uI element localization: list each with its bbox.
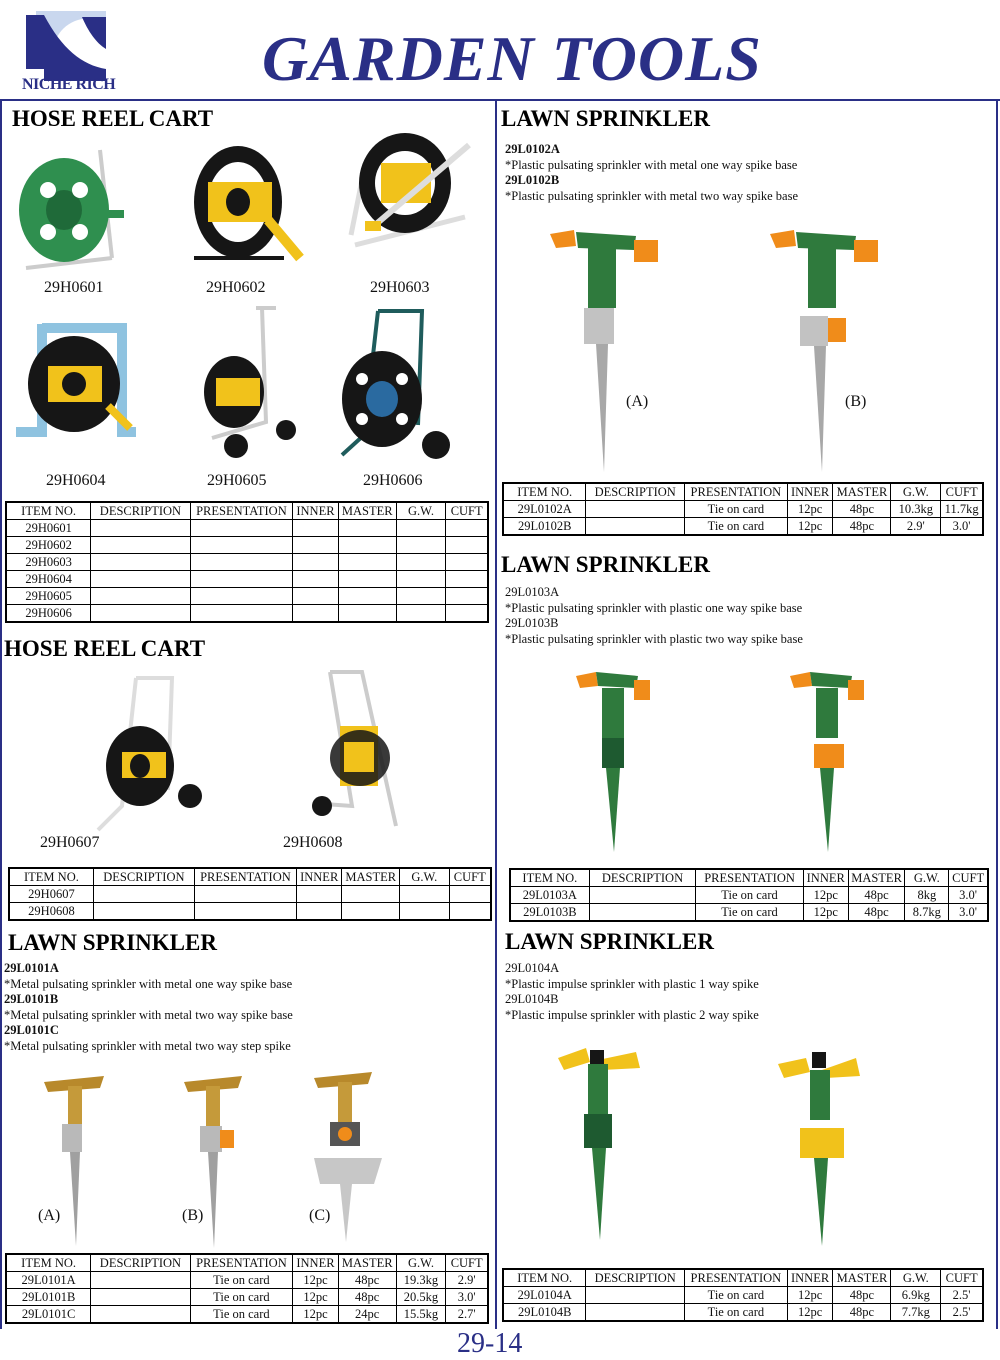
code-29l0104a: 29L0104A — [505, 961, 560, 975]
table-cell: 48pc — [833, 518, 891, 536]
table-cell — [91, 520, 190, 537]
sprinkler-101-description — [4, 961, 293, 1054]
col-inner: INNER — [787, 483, 833, 501]
table-cell: 12pc — [787, 518, 833, 536]
col-inner: INNER — [296, 868, 341, 886]
table-cell — [400, 886, 450, 903]
desc-29l0104a: *Plastic impulse sprinkler with plastic 1 way spike — [505, 976, 759, 991]
sprinkler-29l0104b-image — [776, 1048, 866, 1248]
top-rule — [0, 99, 1000, 101]
table-cell — [400, 903, 450, 921]
table-cell — [296, 903, 341, 921]
col-item-no: ITEM NO. — [510, 869, 589, 887]
table-cell — [338, 588, 396, 605]
desc-29l0103a: *Plastic pulsating sprinkler with plastic one way spike base — [505, 600, 803, 615]
table-cell — [93, 886, 194, 903]
table-cell: 29H0605 — [6, 588, 91, 605]
sprinkler-104-spec-table — [502, 1268, 984, 1322]
table-cell — [91, 537, 190, 554]
col-presentation: PRESENTATION — [190, 1254, 292, 1272]
col-inner: INNER — [803, 869, 848, 887]
table-cell: Tie on card — [685, 1287, 788, 1304]
col-description: DESCRIPTION — [93, 868, 194, 886]
table-cell: 8kg — [905, 887, 949, 904]
desc-29l0101a: *Metal pulsating sprinkler with metal one way spike base — [4, 976, 293, 991]
table-cell: 48pc — [833, 501, 891, 518]
table-row — [6, 588, 488, 605]
code-29l0104b: 29L0104B — [505, 992, 559, 1006]
table-cell — [586, 501, 685, 518]
table-cell — [91, 571, 190, 588]
table-cell: 15.5kg — [396, 1306, 446, 1324]
page-number: 29-14 — [457, 1328, 523, 1359]
table-cell — [396, 520, 446, 537]
code-29l0102b: 29L0102B — [505, 173, 560, 187]
table-cell: 12pc — [787, 501, 833, 518]
table-cell: Tie on card — [685, 1304, 788, 1322]
hose-reel-cart-title: HOSE REEL CART — [12, 106, 214, 131]
col-cuft: CUFT — [941, 483, 983, 501]
table-cell — [338, 605, 396, 623]
sprinkler-29l0102b-image — [766, 222, 886, 474]
caption-29h0605: 29H0605 — [207, 472, 267, 489]
lawn-sprinkler-101-title: LAWN SPRINKLER — [8, 930, 217, 955]
desc-29l0101c: *Metal pulsating sprinkler with metal two way step spike — [4, 1038, 291, 1053]
col-cuft: CUFT — [446, 502, 488, 520]
table-row — [6, 554, 488, 571]
table-cell: Tie on card — [190, 1306, 292, 1324]
sprinkler-29l0103b-image — [788, 666, 868, 854]
left-border — [0, 99, 2, 1329]
sprinkler-29l0104a-image — [556, 1042, 646, 1242]
caption-29h0604: 29H0604 — [46, 472, 106, 489]
table-cell: 29H0608 — [9, 903, 93, 921]
table-cell: 3.0' — [949, 904, 988, 922]
table-header-row — [6, 502, 488, 520]
table-cell: 12pc — [803, 904, 848, 922]
table-cell — [342, 886, 400, 903]
sprinkler-103-description — [505, 585, 803, 647]
code-29l0103b: 29L0103B — [505, 616, 559, 630]
col-cuft: CUFT — [446, 1254, 488, 1272]
desc-29l0103b: *Plastic pulsating sprinkler with plastic two way spike base — [505, 631, 803, 646]
code-29l0103a: 29L0103A — [505, 585, 560, 599]
table-cell: 24pc — [338, 1306, 396, 1324]
table-cell: 8.7kg — [905, 904, 949, 922]
table-cell — [338, 554, 396, 571]
col-master: MASTER — [833, 483, 891, 501]
table-cell — [396, 605, 446, 623]
center-divider — [495, 99, 497, 1329]
caption-29h0603: 29H0603 — [370, 279, 430, 296]
col-gw: G.W. — [396, 1254, 446, 1272]
table-cell: 29H0604 — [6, 571, 91, 588]
table-cell — [91, 554, 190, 571]
table-cell — [194, 903, 296, 921]
desc-29l0104b: *Plastic impulse sprinkler with plastic 2 way spike — [505, 1007, 759, 1022]
desc-29l0102b: *Plastic pulsating sprinkler with metal two way spike base — [505, 188, 799, 203]
table-cell — [586, 1287, 685, 1304]
table-cell — [293, 588, 339, 605]
sprinkler-102-description — [505, 142, 798, 204]
table-row — [510, 904, 988, 922]
hose-reel-29h0603-image — [345, 125, 475, 255]
code-29l0102a: 29L0102A — [505, 142, 560, 156]
right-border — [996, 99, 998, 1329]
table-cell — [446, 588, 488, 605]
col-item-no: ITEM NO. — [6, 1254, 91, 1272]
col-presentation: PRESENTATION — [685, 1269, 788, 1287]
table-cell — [293, 520, 339, 537]
table-row — [6, 520, 488, 537]
table-cell: 19.3kg — [396, 1272, 446, 1289]
col-inner: INNER — [787, 1269, 833, 1287]
hose-reel-29h0602-image — [188, 140, 308, 275]
table-cell — [589, 887, 696, 904]
col-gw: G.W. — [891, 1269, 941, 1287]
table-header-row — [503, 483, 983, 501]
caption-101-b: (B) — [182, 1207, 204, 1224]
col-presentation: PRESENTATION — [190, 502, 292, 520]
table-cell: 3.0' — [941, 518, 983, 536]
col-gw: G.W. — [891, 483, 941, 501]
table-cell: 29L0103B — [510, 904, 589, 922]
code-29l0101b: 29L0101B — [4, 992, 59, 1006]
table-cell: 12pc — [803, 887, 848, 904]
table-cell — [338, 520, 396, 537]
desc-29l0102a: *Plastic pulsating sprinkler with metal one way spike base — [505, 157, 798, 172]
sprinkler-101-spec-table — [5, 1253, 489, 1324]
table-cell: 3.0' — [949, 887, 988, 904]
table-cell — [91, 1306, 190, 1324]
table-row — [9, 886, 491, 903]
col-presentation: PRESENTATION — [696, 869, 804, 887]
table-cell: 29L0101B — [6, 1289, 91, 1306]
hose-reel-29h0604-image — [12, 320, 142, 445]
table-cell — [91, 588, 190, 605]
table-cell: 2.7' — [446, 1306, 488, 1324]
table-cell — [586, 518, 685, 536]
table-row — [503, 518, 983, 536]
table-cell — [91, 1272, 190, 1289]
table-cell: 29L0103A — [510, 887, 589, 904]
sprinkler-29l0103a-image — [574, 666, 654, 854]
table-cell — [296, 886, 341, 903]
table-cell: 2.5' — [941, 1287, 983, 1304]
caption-29h0602: 29H0602 — [206, 279, 266, 296]
table-cell: 11.7kg — [941, 501, 983, 518]
table-cell: 2.5' — [941, 1304, 983, 1322]
table-cell: 29L0104A — [503, 1287, 586, 1304]
lawn-sprinkler-103-title: LAWN SPRINKLER — [501, 552, 710, 577]
table-cell: 20.5kg — [396, 1289, 446, 1306]
table-cell — [190, 554, 292, 571]
table-cell: 48pc — [338, 1272, 396, 1289]
table-cell — [190, 520, 292, 537]
table-cell — [589, 904, 696, 922]
table-cell: 12pc — [293, 1272, 339, 1289]
col-description: DESCRIPTION — [586, 483, 685, 501]
hose-reel-cart-title-2: HOSE REEL CART — [4, 636, 206, 661]
col-gw: G.W. — [396, 502, 446, 520]
col-presentation: PRESENTATION — [194, 868, 296, 886]
table-cell — [194, 886, 296, 903]
table-cell — [190, 588, 292, 605]
caption-29h0608: 29H0608 — [283, 834, 343, 851]
col-cuft: CUFT — [949, 869, 988, 887]
table-row — [6, 537, 488, 554]
table-cell: 12pc — [787, 1304, 833, 1322]
table-row — [6, 1289, 488, 1306]
hose-reel-29h0605-image — [196, 302, 306, 462]
table-cell: 29H0601 — [6, 520, 91, 537]
table-cell — [586, 1304, 685, 1322]
page-title: GARDEN TOOLS — [262, 23, 762, 94]
col-description: DESCRIPTION — [91, 1254, 190, 1272]
table-cell — [338, 571, 396, 588]
table-cell: Tie on card — [190, 1289, 292, 1306]
table-cell — [293, 554, 339, 571]
table-cell: 29H0607 — [9, 886, 93, 903]
col-master: MASTER — [342, 868, 400, 886]
col-item-no: ITEM NO. — [9, 868, 93, 886]
table-cell: 29L0102A — [503, 501, 586, 518]
table-row — [6, 1272, 488, 1289]
table-cell: 3.0' — [446, 1289, 488, 1306]
col-item-no: ITEM NO. — [503, 483, 586, 501]
caption-102-b: (B) — [845, 393, 867, 410]
col-master: MASTER — [833, 1269, 891, 1287]
table-row — [6, 1306, 488, 1324]
col-inner: INNER — [293, 1254, 339, 1272]
caption-102-a: (A) — [626, 393, 649, 410]
col-presentation: PRESENTATION — [685, 483, 788, 501]
table-cell: 48pc — [848, 887, 905, 904]
table-cell: 29H0603 — [6, 554, 91, 571]
col-master: MASTER — [338, 1254, 396, 1272]
sprinkler-29l0102a-image — [546, 222, 666, 474]
table-cell: 48pc — [338, 1289, 396, 1306]
lawn-sprinkler-102-title: LAWN SPRINKLER — [501, 106, 710, 131]
table-cell — [190, 605, 292, 623]
table-cell: 12pc — [293, 1306, 339, 1324]
table-header-row — [9, 868, 491, 886]
table-cell: Tie on card — [696, 887, 804, 904]
col-cuft: CUFT — [941, 1269, 983, 1287]
table-header-row — [503, 1269, 983, 1287]
table-cell — [446, 537, 488, 554]
table-cell — [293, 571, 339, 588]
code-29l0101a: 29L0101A — [4, 961, 59, 975]
table-cell — [396, 537, 446, 554]
sprinkler-104-description — [505, 961, 759, 1023]
table-cell: 29L0102B — [503, 518, 586, 536]
table-cell — [396, 571, 446, 588]
col-item-no: ITEM NO. — [503, 1269, 586, 1287]
table-row — [9, 903, 491, 921]
hose-reel-spec-table-1 — [5, 501, 489, 623]
table-cell — [449, 903, 491, 921]
caption-29h0607: 29H0607 — [40, 834, 100, 851]
table-cell: Tie on card — [190, 1272, 292, 1289]
table-cell: 29H0606 — [6, 605, 91, 623]
table-cell: 29H0602 — [6, 537, 91, 554]
hose-reel-29h0606-image — [338, 305, 458, 470]
table-cell: 7.7kg — [891, 1304, 941, 1322]
col-inner: INNER — [293, 502, 339, 520]
col-item-no: ITEM NO. — [6, 502, 91, 520]
hose-reel-29h0608-image — [300, 666, 410, 836]
caption-29h0601: 29H0601 — [44, 279, 104, 296]
col-description: DESCRIPTION — [586, 1269, 685, 1287]
table-cell: 29L0101A — [6, 1272, 91, 1289]
table-cell — [446, 520, 488, 537]
hose-reel-29h0601-image — [12, 140, 132, 275]
table-cell: 2.9' — [891, 518, 941, 536]
table-cell — [446, 554, 488, 571]
table-header-row — [510, 869, 988, 887]
table-cell: 12pc — [787, 1287, 833, 1304]
table-cell: 48pc — [833, 1287, 891, 1304]
hose-reel-29h0607-image — [92, 672, 212, 837]
caption-101-c: (C) — [309, 1207, 331, 1224]
table-cell — [446, 605, 488, 623]
table-row — [510, 887, 988, 904]
caption-101-a: (A) — [38, 1207, 61, 1224]
table-row — [503, 501, 983, 518]
table-cell — [91, 605, 190, 623]
table-cell — [293, 537, 339, 554]
col-description: DESCRIPTION — [589, 869, 696, 887]
col-gw: G.W. — [905, 869, 949, 887]
col-cuft: CUFT — [449, 868, 491, 886]
col-master: MASTER — [338, 502, 396, 520]
table-cell: 29L0101C — [6, 1306, 91, 1324]
caption-29h0606: 29H0606 — [363, 472, 423, 489]
col-description: DESCRIPTION — [91, 502, 190, 520]
table-cell — [449, 886, 491, 903]
table-cell — [396, 554, 446, 571]
table-cell — [190, 537, 292, 554]
logo-text: NICHE RICH — [22, 76, 116, 93]
col-gw: G.W. — [400, 868, 450, 886]
table-cell: 48pc — [848, 904, 905, 922]
table-cell: 12pc — [293, 1289, 339, 1306]
code-29l0101c: 29L0101C — [4, 1023, 59, 1037]
table-cell — [190, 571, 292, 588]
table-cell: Tie on card — [685, 518, 788, 536]
table-cell — [293, 605, 339, 623]
sprinkler-103-spec-table — [509, 868, 989, 922]
table-cell: 10.3kg — [891, 501, 941, 518]
table-cell: 29L0104B — [503, 1304, 586, 1322]
table-cell: Tie on card — [696, 904, 804, 922]
table-cell: 48pc — [833, 1304, 891, 1322]
table-row — [503, 1287, 983, 1304]
table-cell: 2.9' — [446, 1272, 488, 1289]
table-row — [6, 605, 488, 623]
col-master: MASTER — [848, 869, 905, 887]
table-header-row — [6, 1254, 488, 1272]
table-cell — [446, 571, 488, 588]
lawn-sprinkler-104-title: LAWN SPRINKLER — [505, 929, 714, 954]
table-cell — [342, 903, 400, 921]
table-cell — [91, 1289, 190, 1306]
sprinkler-102-spec-table — [502, 482, 984, 536]
desc-29l0101b: *Metal pulsating sprinkler with metal two way spike base — [4, 1007, 293, 1022]
hose-reel-spec-table-2 — [8, 867, 492, 921]
table-cell — [338, 537, 396, 554]
table-cell — [396, 588, 446, 605]
table-cell — [93, 903, 194, 921]
table-cell: Tie on card — [685, 501, 788, 518]
table-row — [6, 571, 488, 588]
table-row — [503, 1304, 983, 1322]
table-cell: 6.9kg — [891, 1287, 941, 1304]
